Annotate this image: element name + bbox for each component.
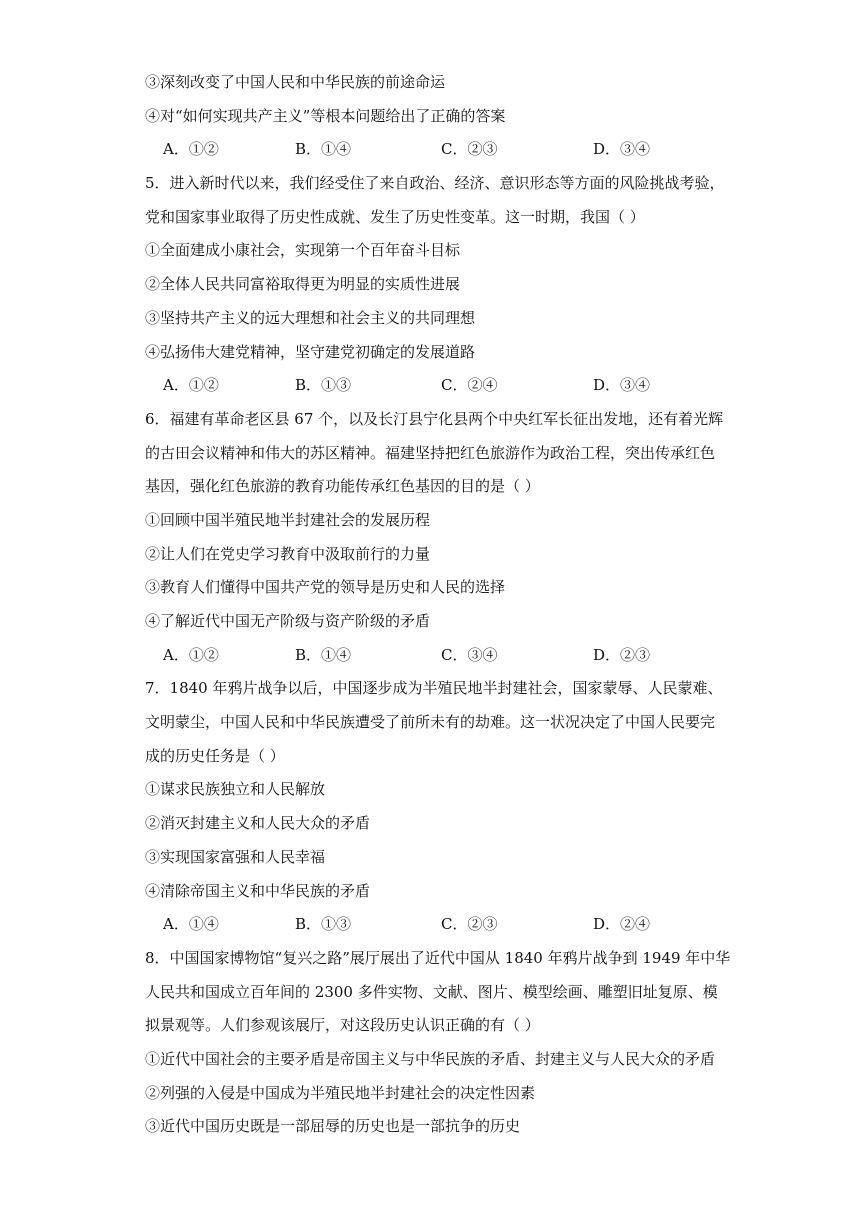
text-line: ①谋求民族独立和人民解放	[145, 780, 326, 799]
answer-option-a: A．①④	[163, 915, 219, 934]
answer-option-a: A．①②	[163, 645, 219, 664]
text-line: ①全面建成小康社会，实现第一个百年奋斗目标	[145, 241, 461, 260]
text-line: ①回顾中国半殖民地半封建社会的发展历程	[145, 510, 431, 529]
answer-option-c: C．②③	[441, 915, 498, 934]
text-line: 拟景观等。人们参观该展厅，对这段历史认识正确的有（ ）	[145, 1016, 540, 1035]
answer-options-row	[145, 133, 725, 167]
text-line: 基因，强化红色旅游的教育功能传承红色基因的目的是（ ）	[145, 477, 540, 496]
answer-option-d: D．③④	[593, 140, 651, 159]
text-line: 7．1840 年鸦片战争以后，中国逐步成为半殖民地半封建社会，国家蒙辱、人民蒙难、	[145, 679, 723, 698]
answer-options-row	[145, 908, 725, 942]
answer-option-b: B．①③	[295, 376, 352, 395]
text-line: 的古田会议精神和伟大的苏区精神。福建坚持把红色旅游作为政治工程，突出传承红色	[145, 443, 716, 462]
answer-option-b: B．①③	[295, 915, 352, 934]
text-line: ③实现国家富强和人民幸福	[145, 847, 326, 866]
answer-option-c: C．③④	[441, 645, 498, 664]
text-line: ③坚持共产主义的远大理想和社会主义的共同理想	[145, 308, 476, 327]
answer-option-b: B．①④	[295, 645, 352, 664]
text-line: ②让人们在党史学习教育中汲取前行的力量	[145, 544, 431, 563]
text-line: ②列强的入侵是中国成为半殖民地半封建社会的决定性因素	[145, 1083, 536, 1102]
text-line: ④了解近代中国无产阶级与资产阶级的矛盾	[145, 612, 431, 630]
answer-options-row	[145, 369, 725, 403]
text-line: 文明蒙尘，中国人民和中华民族遭受了前所未有的劫难。这一状况决定了中国人民要完	[145, 713, 716, 732]
text-line: 人民共和国成立百年间的 2300 多件实物、文献、图片、模型绘画、雕塑旧址复原、模	[145, 982, 718, 1001]
text-line: 5．进入新时代以来，我们经受住了来自政治、经济、意识形态等方面的风险挑战考验，	[145, 174, 725, 193]
text-line: ①近代中国社会的主要矛盾是帝国主义与中华民族的矛盾、封建主义与人民大众的矛盾	[145, 1049, 716, 1068]
document-page	[145, 66, 731, 1144]
text-line: ②全体人民共同富裕取得更为明显的实质性进展	[145, 275, 461, 294]
text-line: ④对“如何实现共产主义”等根本问题给出了正确的答案	[145, 106, 506, 125]
text-line: ②消灭封建主义和人民大众的矛盾	[145, 814, 371, 833]
text-line: ③深刻改变了中国人民和中华民族的前途命运	[145, 73, 446, 91]
text-line: ③近代中国历史既是一部屈辱的历史也是一部抗争的历史	[145, 1117, 521, 1136]
answer-option-c: C．②④	[441, 376, 498, 395]
answer-option-d: D．③④	[593, 376, 651, 395]
text-line: ③教育人们懂得中国共产党的领导是历史和人民的选择	[145, 578, 506, 597]
answer-option-d: D．②③	[593, 645, 651, 664]
text-line: 党和国家事业取得了历史性成就、发生了历史性变革。这一时期，我国（ ）	[145, 207, 645, 226]
text-line: 6．福建有革命老区县 67 个，以及长汀县宁化县两个中央红军长征出发地，还有着光辉	[145, 409, 724, 428]
answer-option-a: A．①②	[163, 140, 219, 159]
answer-option-c: C．②③	[441, 140, 498, 159]
answer-option-d: D．②④	[593, 915, 651, 934]
answer-option-a: A．①②	[163, 376, 219, 395]
answer-option-b: B．①④	[295, 140, 352, 159]
text-line: 成的历史任务是（ ）	[145, 746, 285, 765]
answer-options-row	[145, 639, 725, 673]
text-line: ④清除帝国主义和中华民族的矛盾	[145, 881, 371, 900]
text-line: ④弘扬伟大建党精神，坚守建党初确定的发展道路	[145, 342, 476, 361]
text-line: 8．中国国家博物馆“复兴之路”展厅展出了近代中国从 1840 年鸦片战争到 1949 年中华	[145, 948, 731, 967]
